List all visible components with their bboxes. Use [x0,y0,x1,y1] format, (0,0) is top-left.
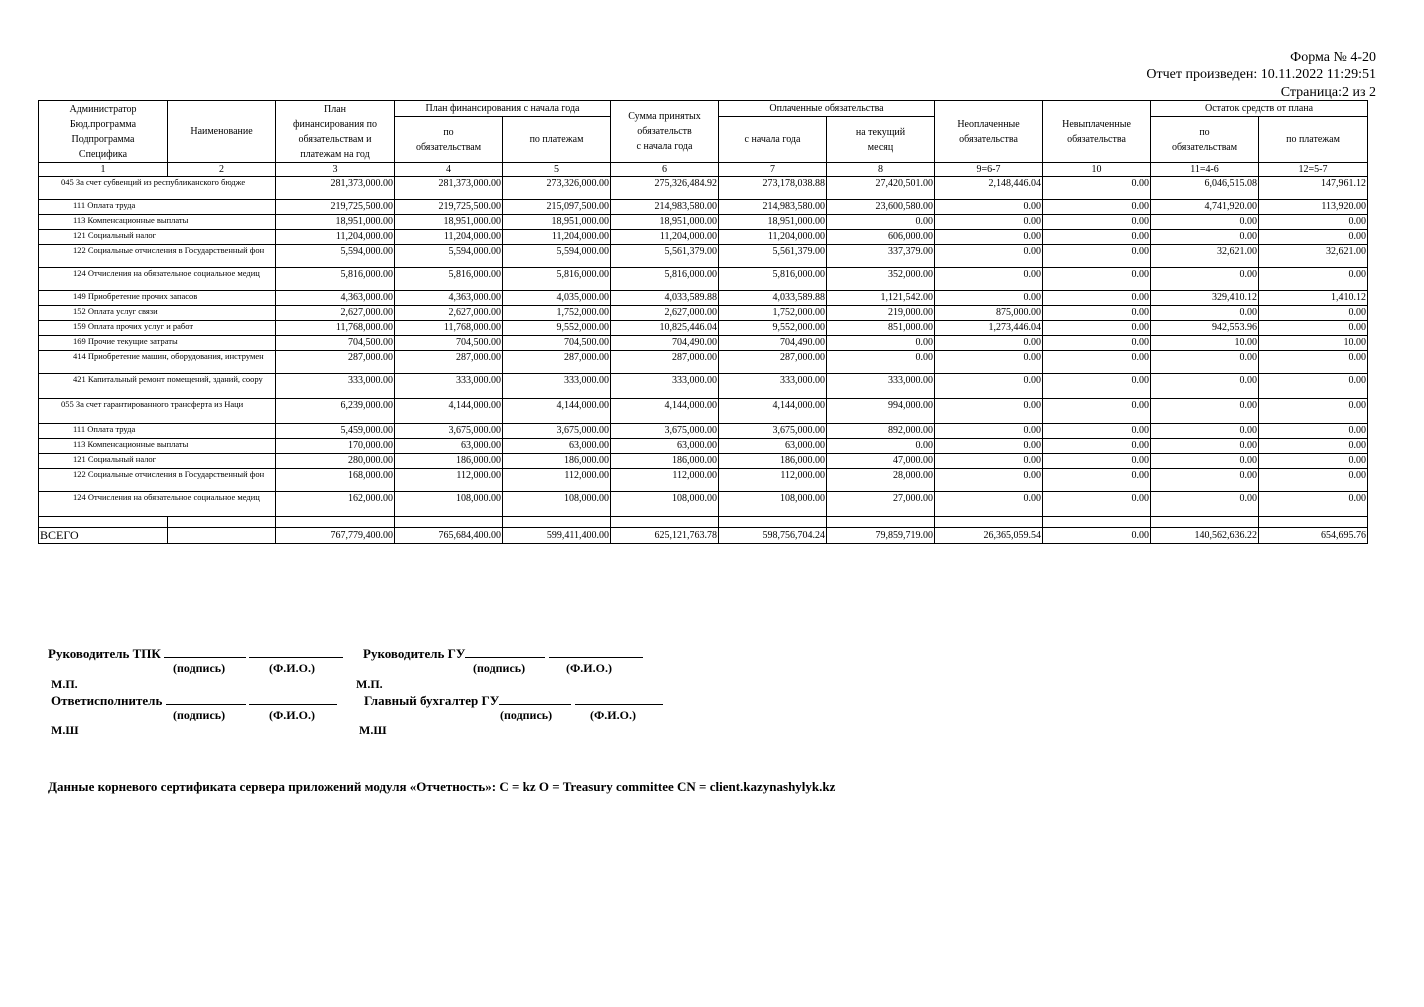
row-name: 122 Социальные отчисления в Государственный фон [39,469,276,492]
column-number-cell: 2 [168,163,276,177]
row-value: 0.00 [1043,351,1151,374]
head-tpk-fio-caption: (Ф.И.О.) [269,661,315,675]
row-value: 113,920.00 [1259,200,1368,215]
row-name: 124 Отчисления на обязательное социальное медиц [39,268,276,291]
head-gu-label: Руководитель ГУ [363,645,643,662]
row-value: 219,725,500.00 [276,200,395,215]
row-value: 108,000.00 [719,492,827,517]
row-value: 994,000.00 [827,399,935,424]
row-name: 169 Прочие текущие затраты [39,336,276,351]
row-value: 0.00 [827,351,935,374]
table-row [39,215,1368,230]
col-unpaid-header: Неоплаченные обязательства [935,101,1043,163]
row-value: 0.00 [1043,306,1151,321]
table-row [39,439,1368,454]
column-number-cell: 8 [827,163,935,177]
executor-label: Ответисполнитель [51,692,337,709]
row-value: 0.00 [1043,336,1151,351]
row-value: 11,204,000.00 [395,230,503,245]
row-value: 18,951,000.00 [719,215,827,230]
row-value: 333,000.00 [719,374,827,399]
row-name: 111 Оплата труда [39,200,276,215]
row-value: 704,500.00 [395,336,503,351]
row-value: 851,000.00 [827,321,935,336]
total-value: 79,859,719.00 [827,528,935,544]
row-value: 112,000.00 [719,469,827,492]
executor-fio-caption: (Ф.И.О.) [269,708,315,722]
table-row [39,399,1368,424]
row-value: 0.00 [827,336,935,351]
row-value: 0.00 [1151,306,1259,321]
row-value: 0.00 [1043,321,1151,336]
head-tpk-signature-caption: (подпись) [173,661,226,675]
row-value: 0.00 [935,215,1043,230]
row-value: 287,000.00 [611,351,719,374]
stamp-msh-right: М.Ш [359,723,387,737]
total-value: 625,121,763.78 [611,528,719,544]
row-value: 5,594,000.00 [395,245,503,268]
row-value: 0.00 [1151,454,1259,469]
row-value: 287,000.00 [276,351,395,374]
row-value: 4,741,920.00 [1151,200,1259,215]
row-value: 0.00 [1043,268,1151,291]
row-value: 162,000.00 [276,492,395,517]
row-value: 3,675,000.00 [395,424,503,439]
row-value: 11,768,000.00 [276,321,395,336]
col-remainder-header: Остаток средств от плана [1151,101,1368,117]
table-row [39,230,1368,245]
row-value: 273,178,038.88 [719,177,827,200]
row-value: 11,204,000.00 [611,230,719,245]
row-value: 0.00 [1151,268,1259,291]
row-value: 0.00 [1259,454,1368,469]
row-value: 5,816,000.00 [719,268,827,291]
column-number-cell: 10 [1043,163,1151,177]
row-value: 108,000.00 [395,492,503,517]
row-value: 63,000.00 [719,439,827,454]
row-value: 219,000.00 [827,306,935,321]
row-value: 333,000.00 [611,374,719,399]
row-value: 0.00 [935,230,1043,245]
row-name: 159 Оплата прочих услуг и работ [39,321,276,336]
col-by-payments-header: по платежам [503,117,611,163]
row-value: 0.00 [935,291,1043,306]
column-number-cell: 7 [719,163,827,177]
total-value: 654,695.76 [1259,528,1368,544]
row-value: 47,000.00 [827,454,935,469]
column-number-cell: 11=4-6 [1151,163,1259,177]
total-value: 599,411,400.00 [503,528,611,544]
col-rem-payments-header: по платежам [1259,117,1368,163]
row-value: 0.00 [1151,374,1259,399]
row-value: 3,675,000.00 [719,424,827,439]
table-row [39,454,1368,469]
row-value: 32,621.00 [1259,245,1368,268]
row-value: 11,204,000.00 [719,230,827,245]
row-name: 124 Отчисления на обязательное социальное медиц [39,492,276,517]
row-value: 0.00 [1259,351,1368,374]
row-value: 0.00 [1043,454,1151,469]
total-value: 767,779,400.00 [276,528,395,544]
row-value: 2,627,000.00 [611,306,719,321]
row-value: 215,097,500.00 [503,200,611,215]
stamp-mp-left: М.П. [51,677,78,691]
row-value: 1,752,000.00 [503,306,611,321]
column-number-cell: 1 [39,163,168,177]
row-value: 0.00 [1151,424,1259,439]
table-row [39,177,1368,200]
certificate-info: Данные корневого сертификата сервера приложений модуля «Отчетность»: C = kz O = Treasury committee CN = client.kazynashylyk.kz [48,779,836,794]
row-value: 5,561,379.00 [719,245,827,268]
row-value: 1,121,542.00 [827,291,935,306]
row-value: 0.00 [935,469,1043,492]
row-value: 0.00 [1043,374,1151,399]
row-value: 18,951,000.00 [395,215,503,230]
table-row [39,291,1368,306]
row-value: 0.00 [935,374,1043,399]
row-value: 0.00 [1043,492,1151,517]
row-value: 0.00 [935,424,1043,439]
col-admin-header: Администратор Бюд.программа Подпрограмма Специфика [39,101,168,163]
row-value: 333,000.00 [827,374,935,399]
row-value: 0.00 [1043,424,1151,439]
row-name: 111 Оплата труда [39,424,276,439]
column-number-cell: 9=6-7 [935,163,1043,177]
column-number-cell: 5 [503,163,611,177]
col-paid-current-header: на текущий месяц [827,117,935,163]
total-value: 765,684,400.00 [395,528,503,544]
col-name-header: Наименование [168,101,276,163]
row-value: 5,816,000.00 [395,268,503,291]
row-name: 113 Компенсационные выплаты [39,215,276,230]
row-value: 108,000.00 [503,492,611,517]
row-value: 0.00 [1151,439,1259,454]
row-value: 112,000.00 [611,469,719,492]
row-value: 273,326,000.00 [503,177,611,200]
row-value: 4,033,589.88 [719,291,827,306]
row-value: 0.00 [1151,230,1259,245]
row-value: 18,951,000.00 [276,215,395,230]
row-value: 112,000.00 [395,469,503,492]
row-value: 0.00 [1259,492,1368,517]
row-value: 108,000.00 [611,492,719,517]
row-value: 147,961.12 [1259,177,1368,200]
row-value: 11,204,000.00 [503,230,611,245]
head-gu-signature-caption: (подпись) [473,661,526,675]
row-value: 875,000.00 [935,306,1043,321]
row-value: 0.00 [827,439,935,454]
row-value: 0.00 [935,439,1043,454]
row-value: 0.00 [935,492,1043,517]
report-table [38,100,1368,544]
row-value: 11,768,000.00 [395,321,503,336]
column-number-row [39,163,1368,177]
table-row [39,351,1368,374]
col-accepted-header: Сумма принятых обязательств с начала года [611,101,719,163]
row-value: 28,000.00 [827,469,935,492]
row-value: 704,490.00 [611,336,719,351]
row-value: 0.00 [1151,351,1259,374]
chief-accountant-signature-caption: (подпись) [500,708,553,722]
column-number-cell: 4 [395,163,503,177]
row-value: 4,363,000.00 [395,291,503,306]
row-name: 122 Социальные отчисления в Государственный фон [39,245,276,268]
row-value: 287,000.00 [395,351,503,374]
row-value: 5,816,000.00 [611,268,719,291]
row-value: 5,459,000.00 [276,424,395,439]
row-value: 6,046,515.08 [1151,177,1259,200]
row-value: 281,373,000.00 [276,177,395,200]
col-not-paid-header: Невыплаченные обязательства [1043,101,1151,163]
head-gu-fio-caption: (Ф.И.О.) [566,661,612,675]
row-value: 0.00 [1043,291,1151,306]
row-value: 0.00 [1259,268,1368,291]
table-row [39,336,1368,351]
row-value: 0.00 [1043,177,1151,200]
row-name: 149 Приобретение прочих запасов [39,291,276,306]
row-value: 63,000.00 [503,439,611,454]
row-value: 0.00 [1043,469,1151,492]
total-value: 26,365,059.54 [935,528,1043,544]
row-value: 0.00 [935,336,1043,351]
row-name: 055 За счет гарантированного трансферта из Наци [39,399,276,424]
row-value: 23,600,580.00 [827,200,935,215]
row-value: 5,594,000.00 [276,245,395,268]
page-indicator: Страница:2 из 2 [1280,85,1376,100]
row-value: 168,000.00 [276,469,395,492]
row-value: 704,500.00 [276,336,395,351]
row-value: 2,627,000.00 [395,306,503,321]
table-row [39,200,1368,215]
row-value: 0.00 [1043,200,1151,215]
row-value: 942,553.96 [1151,321,1259,336]
row-value: 0.00 [1043,399,1151,424]
row-value: 4,363,000.00 [276,291,395,306]
row-name: 121 Социальный налог [39,230,276,245]
row-value: 0.00 [1259,424,1368,439]
table-row [39,321,1368,336]
row-value: 2,627,000.00 [276,306,395,321]
row-value: 0.00 [1151,215,1259,230]
row-value: 0.00 [935,245,1043,268]
row-value: 4,035,000.00 [503,291,611,306]
row-value: 186,000.00 [395,454,503,469]
col-plan-from-start-header: План финансирования с начала года [395,101,611,117]
row-value: 280,000.00 [276,454,395,469]
row-value: 5,561,379.00 [611,245,719,268]
row-value: 5,816,000.00 [503,268,611,291]
row-value: 10.00 [1151,336,1259,351]
row-value: 5,594,000.00 [503,245,611,268]
total-value: 140,562,636.22 [1151,528,1259,544]
row-name: 152 Оплата услуг связи [39,306,276,321]
row-value: 10,825,446.04 [611,321,719,336]
row-value: 0.00 [1259,439,1368,454]
row-value: 0.00 [1259,469,1368,492]
row-value: 0.00 [1259,215,1368,230]
total-row [39,528,1368,544]
row-value: 170,000.00 [276,439,395,454]
table-row [39,245,1368,268]
row-name: 414 Приобретение машин, оборудования, инструмен [39,351,276,374]
table-row [39,268,1368,291]
row-value: 0.00 [1151,492,1259,517]
chief-accountant-fio-caption: (Ф.И.О.) [590,708,636,722]
stamp-mp-right: М.П. [356,677,383,691]
row-value: 6,239,000.00 [276,399,395,424]
row-value: 352,000.00 [827,268,935,291]
row-value: 329,410.12 [1151,291,1259,306]
row-value: 287,000.00 [503,351,611,374]
row-value: 0.00 [1259,399,1368,424]
row-value: 3,675,000.00 [611,424,719,439]
chief-accountant-label: Главный бухгалтер ГУ [364,692,663,709]
row-value: 4,144,000.00 [719,399,827,424]
report-generated: Отчет произведен: 10.11.2022 11:29:51 [1146,67,1376,82]
row-value: 32,621.00 [1151,245,1259,268]
row-value: 606,000.00 [827,230,935,245]
row-value: 0.00 [935,351,1043,374]
row-value: 0.00 [827,215,935,230]
row-value: 112,000.00 [503,469,611,492]
col-plan-header: План финансирования по обязательствам и платежам на год [276,101,395,163]
row-value: 1,410.12 [1259,291,1368,306]
row-name: 121 Социальный налог [39,454,276,469]
row-value: 2,148,446.04 [935,177,1043,200]
row-value: 1,273,446.04 [935,321,1043,336]
row-value: 0.00 [935,454,1043,469]
row-value: 27,000.00 [827,492,935,517]
row-value: 63,000.00 [611,439,719,454]
table-row [39,469,1368,492]
form-number: Форма № 4-20 [1290,50,1376,65]
head-tpk-label: Руководитель ТПК [48,645,343,662]
row-value: 18,951,000.00 [503,215,611,230]
row-value: 704,500.00 [503,336,611,351]
row-value: 214,983,580.00 [719,200,827,215]
total-value: 0.00 [1043,528,1151,544]
row-value: 892,000.00 [827,424,935,439]
row-value: 10.00 [1259,336,1368,351]
row-value: 9,552,000.00 [503,321,611,336]
table-row [39,306,1368,321]
row-value: 0.00 [935,200,1043,215]
row-value: 27,420,501.00 [827,177,935,200]
row-value: 5,816,000.00 [276,268,395,291]
executor-signature-caption: (подпись) [173,708,226,722]
column-number-cell: 3 [276,163,395,177]
row-value: 4,144,000.00 [395,399,503,424]
table-row [39,492,1368,517]
col-paid-header: Оплаченные обязательства [719,101,935,117]
column-number-cell: 12=5-7 [1259,163,1368,177]
stamp-msh-left: М.Ш [51,723,79,737]
row-value: 0.00 [1043,439,1151,454]
row-value: 0.00 [1259,306,1368,321]
row-value: 4,144,000.00 [503,399,611,424]
row-value: 186,000.00 [611,454,719,469]
total-name-cell [168,528,276,544]
col-by-obligations-header: по обязательствам [395,117,503,163]
row-name: 113 Компенсационные выплаты [39,439,276,454]
row-value: 281,373,000.00 [395,177,503,200]
row-value: 0.00 [1151,469,1259,492]
table-row [39,424,1368,439]
col-paid-from-start-header: с начала года [719,117,827,163]
row-value: 186,000.00 [719,454,827,469]
row-name: 421 Капитальный ремонт помещений, зданий, соору [39,374,276,399]
row-value: 214,983,580.00 [611,200,719,215]
row-value: 63,000.00 [395,439,503,454]
row-name: 045 За счет субвенций из республиканского бюдже [39,177,276,200]
row-value: 333,000.00 [503,374,611,399]
column-number-cell: 6 [611,163,719,177]
row-value: 0.00 [935,268,1043,291]
row-value: 9,552,000.00 [719,321,827,336]
row-value: 333,000.00 [276,374,395,399]
total-value: 598,756,704.24 [719,528,827,544]
row-value: 4,033,589.88 [611,291,719,306]
row-value: 11,204,000.00 [276,230,395,245]
row-value: 3,675,000.00 [503,424,611,439]
row-value: 0.00 [1043,215,1151,230]
table-row [39,374,1368,399]
row-value: 333,000.00 [395,374,503,399]
row-value: 0.00 [1259,321,1368,336]
row-value: 0.00 [1151,399,1259,424]
row-value: 337,379.00 [827,245,935,268]
row-value: 0.00 [1043,230,1151,245]
row-value: 287,000.00 [719,351,827,374]
row-value: 1,752,000.00 [719,306,827,321]
row-value: 186,000.00 [503,454,611,469]
row-value: 0.00 [1043,245,1151,268]
row-value: 275,326,484.92 [611,177,719,200]
row-value: 0.00 [935,399,1043,424]
spacer-row [39,517,1368,528]
row-value: 0.00 [1259,374,1368,399]
row-value: 4,144,000.00 [611,399,719,424]
row-value: 18,951,000.00 [611,215,719,230]
row-value: 0.00 [1259,230,1368,245]
col-rem-obligations-header: по обязательствам [1151,117,1259,163]
row-value: 704,490.00 [719,336,827,351]
row-value: 219,725,500.00 [395,200,503,215]
total-label: ВСЕГО [39,528,168,544]
